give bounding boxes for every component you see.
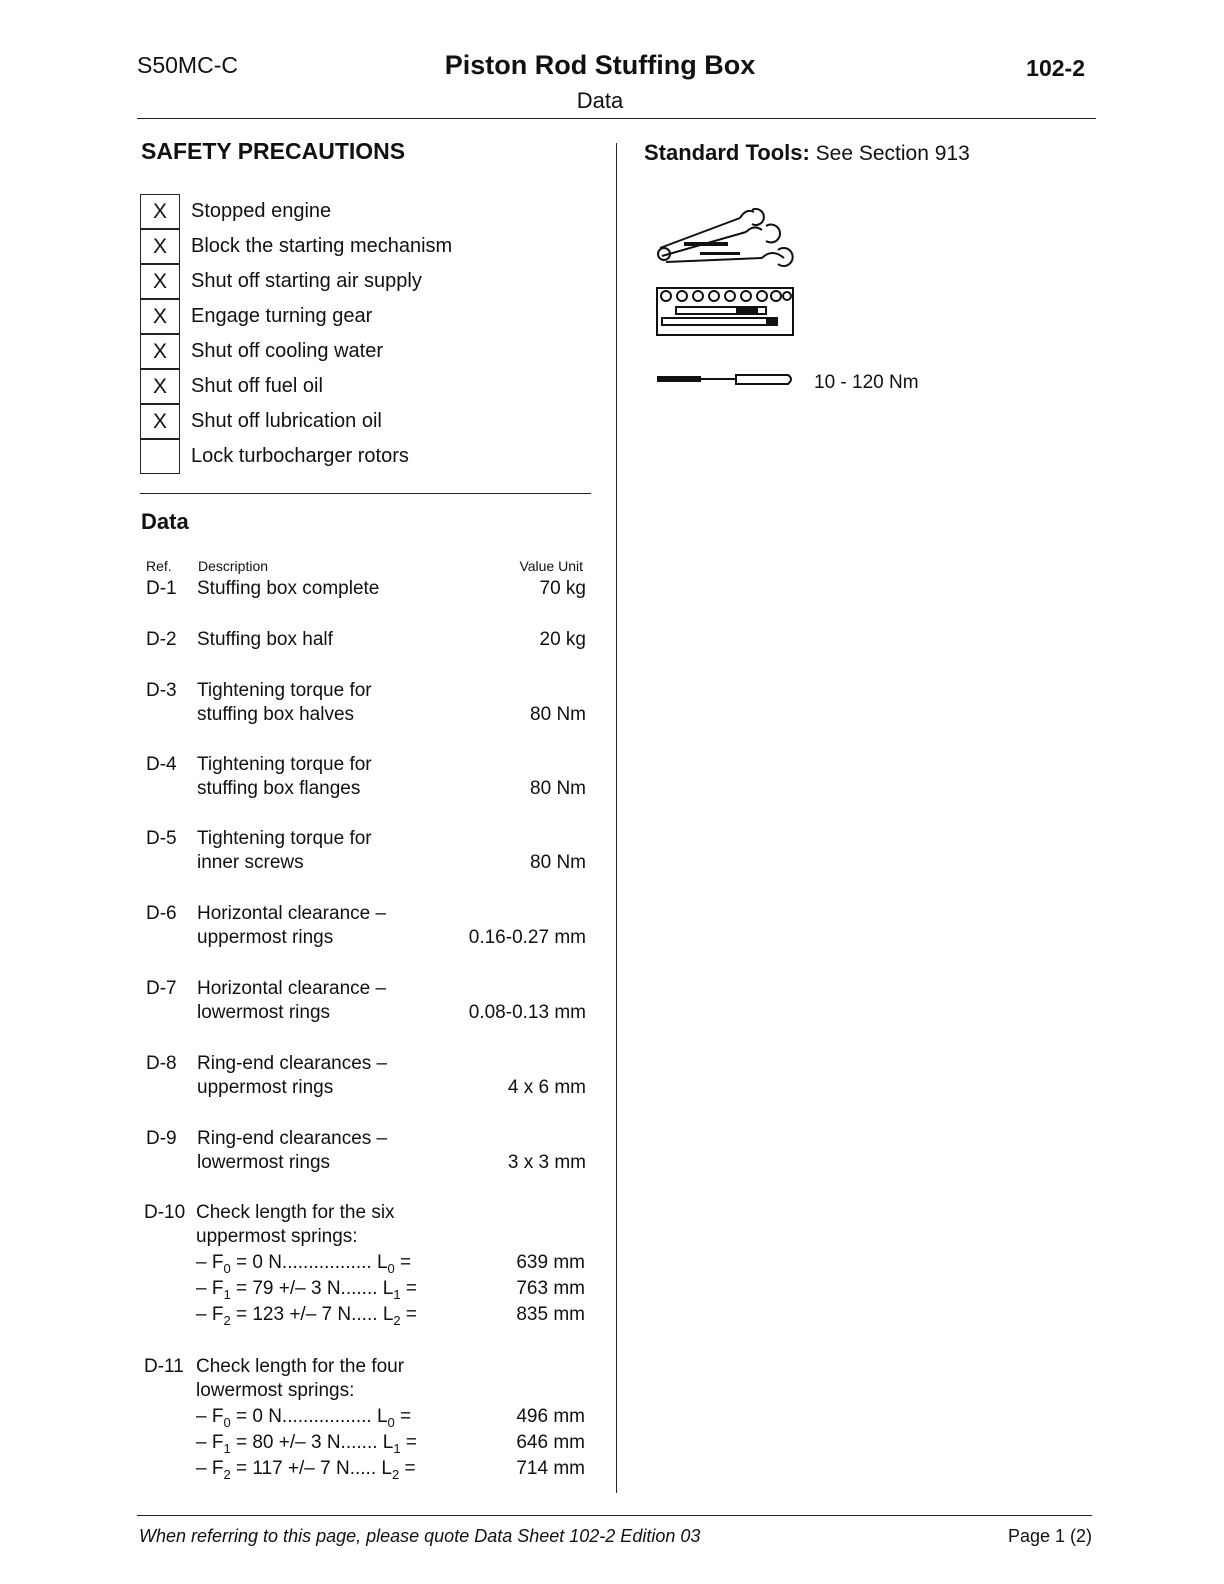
safety-item-label: Stopped engine (191, 200, 332, 222)
dash: – (196, 1278, 212, 1299)
checkbox: X (140, 194, 180, 229)
spring-length-value: 639 mm (516, 1252, 585, 1273)
data-ref: D-1 (146, 578, 177, 599)
spring-length-value: 763 mm (516, 1278, 585, 1299)
data-description: stuffing box halves (197, 704, 355, 725)
col-header-value-unit: Value Unit (519, 558, 583, 574)
data-description: inner screws (197, 852, 304, 873)
data-ref: D-8 (146, 1053, 177, 1074)
data-value: 0.16-0.27 mm (468, 927, 586, 948)
data-value: 20 kg (539, 629, 586, 650)
force-symbol: F (211, 1278, 224, 1299)
force-symbol: F (211, 1458, 224, 1479)
data-value: 80 Nm (530, 778, 586, 799)
safety-title: SAFETY PRECAUTIONS (141, 138, 406, 164)
data-value: 80 Nm (530, 852, 586, 873)
force-symbol: F (211, 1432, 224, 1453)
data-description: stuffing box flanges (197, 778, 361, 799)
dash: – (196, 1432, 212, 1453)
equals: = (400, 1278, 417, 1299)
length-symbol: L (381, 1458, 392, 1479)
safety-item-label: Engage turning gear (191, 305, 373, 327)
checkbox: X (140, 404, 180, 439)
tools-title-ref: See Section 913 (809, 142, 970, 165)
spring-condition (196, 1252, 411, 1276)
data-ref: D-11 (144, 1356, 184, 1377)
data-description: Stuffing box complete (197, 578, 380, 599)
force-condition: = 0 N................. (230, 1406, 372, 1427)
data-description: Ring-end clearances – (197, 1053, 388, 1074)
dash: – (196, 1304, 212, 1325)
checkbox: X (140, 299, 180, 334)
footer-note: When referring to this page, please quote Data Sheet 102-2 Edition 03 (139, 1526, 701, 1546)
length-symbol: L (376, 1406, 388, 1427)
checkbox: X (140, 369, 180, 404)
force-symbol: F (211, 1406, 224, 1427)
equals: = (394, 1406, 412, 1427)
length-index: 2 (393, 1312, 401, 1328)
data-description: Horizontal clearance – (197, 903, 387, 924)
length-index: 1 (393, 1286, 401, 1302)
data-description: lowermost springs: (196, 1380, 355, 1401)
length-index: 0 (387, 1414, 395, 1430)
force-symbol: F (211, 1252, 224, 1273)
data-value: 0.08-0.13 mm (468, 1002, 586, 1023)
checkbox: X (140, 264, 180, 299)
data-description: Check length for the six (196, 1202, 395, 1223)
force-condition: = 79 +/– 3 N....... (230, 1278, 378, 1299)
tools-title (644, 140, 970, 166)
page-title: Piston Rod Stuffing Box (444, 50, 756, 80)
spring-condition (196, 1278, 417, 1302)
data-description: Check length for the four (196, 1356, 405, 1377)
force-condition: = 0 N................. (230, 1252, 372, 1273)
data-value: 3 x 3 mm (507, 1152, 586, 1173)
dash: – (196, 1252, 212, 1273)
data-ref: D-4 (146, 754, 177, 775)
data-description: Tightening torque for (197, 680, 372, 701)
spring-condition (196, 1432, 417, 1456)
safety-item-label: Lock turbocharger rotors (191, 445, 409, 467)
dash: – (196, 1406, 212, 1427)
data-value: 4 x 6 mm (507, 1077, 586, 1098)
length-symbol: L (382, 1432, 394, 1453)
data-description: lowermost rings (197, 1152, 331, 1173)
equals: = (394, 1252, 412, 1273)
engine-type: S50MC-C (137, 52, 238, 78)
checkbox: X (140, 229, 180, 264)
force-index: 0 (223, 1260, 231, 1276)
header-divider (137, 118, 1096, 119)
data-description: Ring-end clearances – (197, 1128, 388, 1149)
data-description: uppermost springs: (196, 1226, 358, 1247)
dash: – (196, 1458, 212, 1479)
safety-item-label: Shut off lubrication oil (191, 410, 382, 432)
data-description: Stuffing box half (197, 629, 333, 650)
data-description: Tightening torque for (197, 754, 372, 775)
checkbox: X (140, 334, 180, 369)
torque-wrench-range: 10 - 120 Nm (814, 372, 919, 393)
col-header-description: Description (198, 558, 269, 574)
page-subtitle: Data (576, 88, 624, 113)
data-title: Data (141, 509, 189, 534)
force-condition: = 123 +/– 7 N..... (230, 1304, 378, 1325)
data-value: 70 kg (539, 578, 586, 599)
spring-length-value: 714 mm (516, 1458, 585, 1479)
spring-length-value: 646 mm (516, 1432, 585, 1453)
length-index: 0 (387, 1260, 395, 1276)
torque-wrench-icon (656, 372, 796, 388)
spring-length-value: 496 mm (516, 1406, 585, 1427)
force-condition: = 80 +/– 3 N....... (230, 1432, 378, 1453)
section-divider (140, 493, 591, 494)
force-condition: = 117 +/– 7 N..... (230, 1458, 377, 1479)
data-ref: D-9 (146, 1128, 177, 1149)
safety-item-label: Shut off starting air supply (191, 270, 422, 292)
data-ref: D-10 (144, 1202, 186, 1223)
length-symbol: L (376, 1252, 388, 1273)
force-index: 0 (223, 1414, 231, 1430)
data-ref: D-3 (146, 680, 177, 701)
force-index: 2 (223, 1312, 231, 1328)
socket-set-icon (656, 287, 794, 337)
data-description: uppermost rings (197, 927, 334, 948)
length-index: 2 (391, 1466, 400, 1482)
safety-item-label: Shut off fuel oil (191, 375, 323, 397)
safety-item-label: Block the starting mechanism (191, 235, 453, 257)
page-number: Page 1 (2) (1007, 1526, 1092, 1546)
force-index: 1 (223, 1286, 231, 1302)
safety-item-label: Shut off cooling water (191, 340, 383, 362)
data-ref: D-7 (146, 978, 177, 999)
equals: = (400, 1432, 417, 1453)
force-symbol: F (211, 1304, 224, 1325)
length-symbol: L (382, 1278, 394, 1299)
data-value: 80 Nm (530, 704, 586, 725)
length-index: 1 (393, 1440, 401, 1456)
tools-title-bold: Standard Tools: (644, 140, 810, 165)
spring-condition (196, 1406, 411, 1430)
col-header-ref: Ref. (146, 558, 172, 574)
data-description: uppermost rings (197, 1077, 334, 1098)
data-description: lowermost rings (197, 1002, 331, 1023)
spring-condition (196, 1458, 416, 1482)
force-index: 1 (223, 1440, 231, 1456)
section-number: 102-2 (1026, 55, 1085, 81)
length-symbol: L (382, 1304, 394, 1325)
footer-divider (137, 1515, 1092, 1516)
equals: = (399, 1458, 416, 1479)
spring-length-value: 835 mm (516, 1304, 585, 1325)
data-ref: D-2 (146, 629, 177, 650)
spanner-set-icon (654, 204, 799, 270)
spring-condition (196, 1304, 417, 1328)
data-description: Horizontal clearance – (197, 978, 387, 999)
checkbox (140, 439, 180, 474)
data-ref: D-6 (146, 903, 177, 924)
column-divider (616, 143, 617, 1493)
equals: = (400, 1304, 417, 1325)
force-index: 2 (223, 1466, 231, 1482)
data-ref: D-5 (146, 828, 177, 849)
data-description: Tightening torque for (197, 828, 372, 849)
